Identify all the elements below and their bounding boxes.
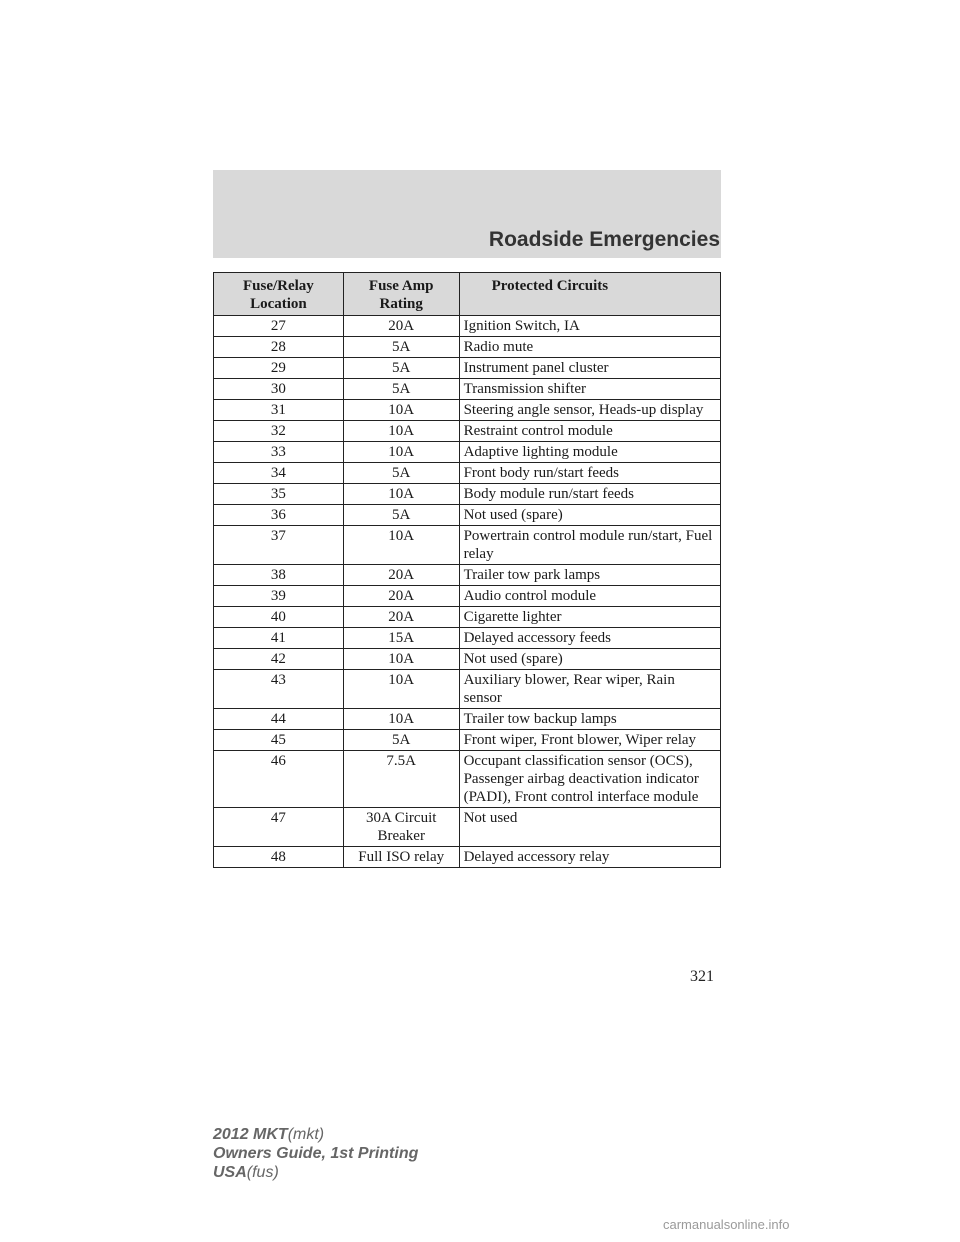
table-row	[214, 526, 721, 565]
cell-protected-circuits: Occupant classification sensor (OCS), Passenger airbag deactivation indicator (PADI), Front control interface module	[459, 751, 720, 808]
cell-amp-rating: 10A	[343, 442, 459, 463]
cell-location: 41	[214, 628, 344, 649]
cell-amp-rating: 5A	[343, 379, 459, 400]
table-row	[214, 379, 721, 400]
cell-amp-rating: 20A	[343, 586, 459, 607]
cell-location: 35	[214, 484, 344, 505]
cell-amp-rating: 10A	[343, 400, 459, 421]
footer-line-edition: Owners Guide, 1st Printing	[213, 1145, 419, 1162]
table-row	[214, 847, 721, 868]
fuse-table	[213, 272, 721, 868]
cell-location: 44	[214, 709, 344, 730]
table-row	[214, 730, 721, 751]
cell-location: 37	[214, 526, 344, 565]
cell-amp-rating: 5A	[343, 505, 459, 526]
table-header-row	[214, 273, 721, 316]
cell-protected-circuits: Transmission shifter	[459, 379, 720, 400]
cell-protected-circuits: Delayed accessory feeds	[459, 628, 720, 649]
cell-protected-circuits: Steering angle sensor, Heads-up display	[459, 400, 720, 421]
cell-location: 48	[214, 847, 344, 868]
cell-amp-rating: 10A	[343, 484, 459, 505]
cell-amp-rating: 10A	[343, 526, 459, 565]
cell-amp-rating: 20A	[343, 316, 459, 337]
cell-location: 46	[214, 751, 344, 808]
cell-amp-rating: 20A	[343, 607, 459, 628]
cell-amp-rating: 5A	[343, 730, 459, 751]
cell-protected-circuits: Instrument panel cluster	[459, 358, 720, 379]
table-row	[214, 421, 721, 442]
table-row	[214, 649, 721, 670]
cell-protected-circuits: Trailer tow park lamps	[459, 565, 720, 586]
cell-amp-rating: 10A	[343, 421, 459, 442]
cell-amp-rating: 10A	[343, 649, 459, 670]
table-row	[214, 442, 721, 463]
footer-line-model: 2012 MKT(mkt)	[213, 1126, 325, 1143]
table-row	[214, 586, 721, 607]
cell-amp-rating: 10A	[343, 709, 459, 730]
cell-amp-rating: 10A	[343, 670, 459, 709]
cell-amp-rating: 30A Circuit Breaker	[343, 808, 459, 847]
footer-line-region: USA(fus)	[213, 1164, 279, 1181]
cell-location: 42	[214, 649, 344, 670]
section-header-band	[213, 170, 721, 258]
table-row	[214, 607, 721, 628]
cell-location: 40	[214, 607, 344, 628]
cell-protected-circuits: Not used	[459, 808, 720, 847]
table-row	[214, 463, 721, 484]
cell-protected-circuits: Front body run/start feeds	[459, 463, 720, 484]
cell-amp-rating: 5A	[343, 337, 459, 358]
cell-amp-rating: 7.5A	[343, 751, 459, 808]
cell-amp-rating: 5A	[343, 358, 459, 379]
table-row	[214, 751, 721, 808]
cell-location: 38	[214, 565, 344, 586]
table-row	[214, 628, 721, 649]
cell-amp-rating: 20A	[343, 565, 459, 586]
table-row	[214, 505, 721, 526]
cell-location: 30	[214, 379, 344, 400]
cell-location: 39	[214, 586, 344, 607]
header-amp-rating: Fuse Amp Rating	[343, 273, 459, 316]
table-row	[214, 670, 721, 709]
header-protected-circuits: Protected Circuits	[459, 273, 720, 316]
cell-protected-circuits: Restraint control module	[459, 421, 720, 442]
cell-location: 34	[214, 463, 344, 484]
cell-amp-rating: 5A	[343, 463, 459, 484]
cell-location: 43	[214, 670, 344, 709]
cell-protected-circuits: Cigarette lighter	[459, 607, 720, 628]
cell-protected-circuits: Trailer tow backup lamps	[459, 709, 720, 730]
cell-protected-circuits: Not used (spare)	[459, 649, 720, 670]
table-row	[214, 337, 721, 358]
cell-protected-circuits: Not used (spare)	[459, 505, 720, 526]
table-row	[214, 808, 721, 847]
cell-location: 45	[214, 730, 344, 751]
table-row	[214, 484, 721, 505]
cell-amp-rating: Full ISO relay	[343, 847, 459, 868]
cell-location: 29	[214, 358, 344, 379]
table-row	[214, 565, 721, 586]
cell-location: 36	[214, 505, 344, 526]
page-number: 321	[690, 968, 714, 985]
header-location: Fuse/Relay Location	[214, 273, 344, 316]
fuse-table-body	[214, 316, 721, 868]
table-row	[214, 709, 721, 730]
cell-protected-circuits: Adaptive lighting module	[459, 442, 720, 463]
cell-protected-circuits: Auxiliary blower, Rear wiper, Rain sensor	[459, 670, 720, 709]
cell-protected-circuits: Body module run/start feeds	[459, 484, 720, 505]
watermark-text: carmanualsonline.info	[663, 1217, 790, 1232]
cell-location: 47	[214, 808, 344, 847]
cell-location: 28	[214, 337, 344, 358]
table-row	[214, 316, 721, 337]
table-row	[214, 358, 721, 379]
section-title: Roadside Emergencies	[488, 228, 720, 251]
table-row	[214, 400, 721, 421]
cell-protected-circuits: Powertrain control module run/start, Fuel relay	[459, 526, 720, 565]
cell-amp-rating: 15A	[343, 628, 459, 649]
cell-location: 33	[214, 442, 344, 463]
cell-protected-circuits: Radio mute	[459, 337, 720, 358]
cell-protected-circuits: Ignition Switch, IA	[459, 316, 720, 337]
cell-location: 27	[214, 316, 344, 337]
cell-protected-circuits: Delayed accessory relay	[459, 847, 720, 868]
cell-location: 31	[214, 400, 344, 421]
cell-protected-circuits: Audio control module	[459, 586, 720, 607]
cell-protected-circuits: Front wiper, Front blower, Wiper relay	[459, 730, 720, 751]
print-footer	[213, 1125, 418, 1182]
cell-location: 32	[214, 421, 344, 442]
